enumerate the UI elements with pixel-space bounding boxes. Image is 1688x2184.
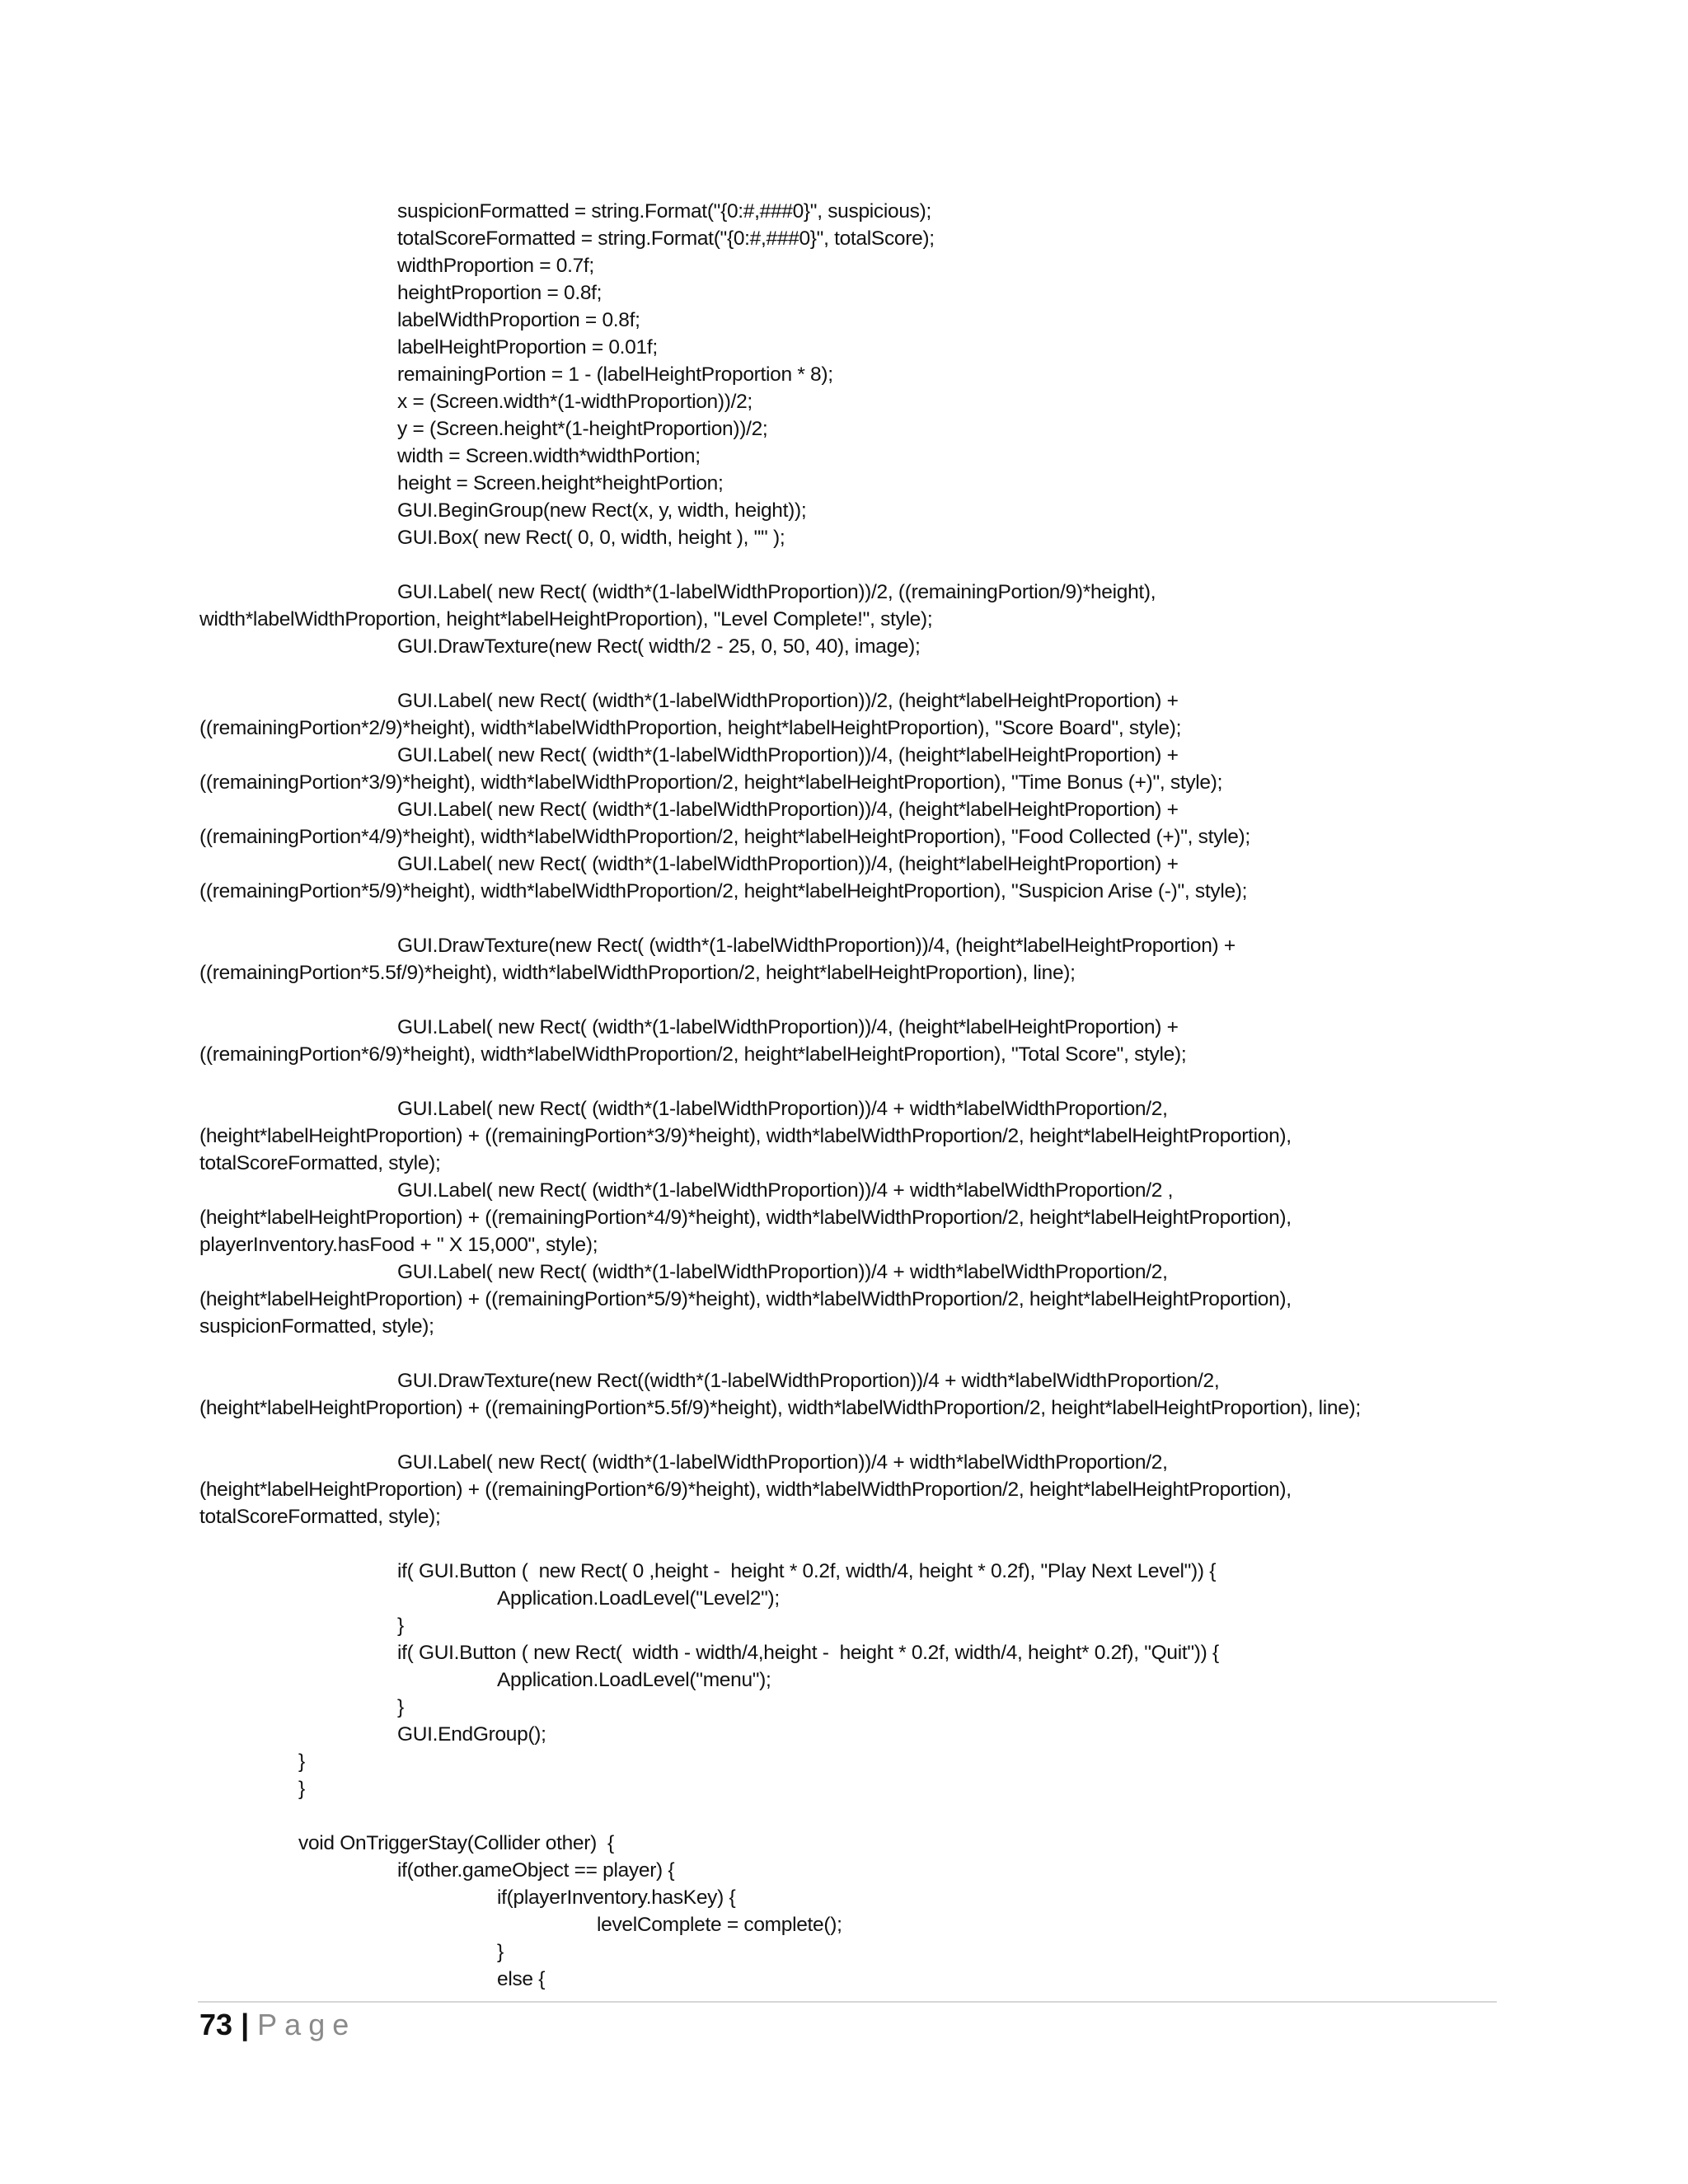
code-line: GUI.Label( new Rect( (width*(1-labelWidthProportion))/4, (height*labelHeightProportion) + — [397, 853, 1179, 875]
code-line: totalScoreFormatted = string.Format("{0:#,###0}", totalScore); — [397, 227, 935, 250]
code-line: GUI.Label( new Rect( (width*(1-labelWidthProportion))/4, (height*labelHeightProportion) + — [397, 799, 1179, 821]
blank-line — [199, 1422, 1485, 1449]
code-line: ((remainingPortion*5.5f/9)*height), width*labelWidthProportion/2, height*labelHeightProportion), line); — [199, 962, 1076, 984]
code-line: } — [397, 1615, 404, 1637]
code-line: GUI.EndGroup(); — [397, 1723, 546, 1746]
page-separator: | — [241, 2008, 250, 2041]
page-footer — [199, 2008, 356, 2042]
code-line: labelWidthProportion = 0.8f; — [397, 309, 640, 331]
code-line: GUI.Label( new Rect( (width*(1-labelWidthProportion))/4, (height*labelHeightProportion) + — [397, 744, 1179, 766]
code-line: x = (Screen.width*(1-widthProportion))/2; — [397, 391, 753, 413]
blank-line — [199, 660, 1485, 687]
code-line: ((remainingPortion*6/9)*height), width*labelWidthProportion/2, height*labelHeightProportion), "Total Score", style); — [199, 1043, 1187, 1066]
code-line: totalScoreFormatted, style); — [199, 1152, 441, 1174]
code-line: } — [298, 1750, 305, 1773]
code-line: else { — [497, 1968, 546, 1990]
code-line: void OnTriggerStay(Collider other) { — [298, 1832, 614, 1854]
code-line: } — [497, 1941, 504, 1963]
code-line: GUI.BeginGroup(new Rect(x, y, width, height)); — [397, 499, 807, 522]
blank-line — [199, 987, 1485, 1014]
code-line: if( GUI.Button ( new Rect( 0 ,height - height * 0.2f, width/4, height * 0.2f), "Play Next Level")) { — [397, 1560, 1217, 1582]
code-line: GUI.Label( new Rect( (width*(1-labelWidthProportion))/4 + width*labelWidthProportion/2, — [397, 1451, 1168, 1474]
blank-line — [199, 1530, 1485, 1558]
code-line: GUI.Box( new Rect( 0, 0, width, height ), "" ); — [397, 527, 785, 549]
code-line: ((remainingPortion*3/9)*height), width*labelWidthProportion/2, height*labelHeightProportion), "Time Bonus (+)", style); — [199, 771, 1223, 794]
page-number: 73 — [199, 2008, 233, 2041]
code-line: GUI.Label( new Rect( (width*(1-labelWidthProportion))/4 + width*labelWidthProportion/2 , — [397, 1179, 1174, 1202]
code-line: (height*labelHeightProportion) + ((remainingPortion*3/9)*height), width*labelWidthProportion/2, height*labelHeightProportion), — [199, 1125, 1292, 1147]
code-line: GUI.DrawTexture(new Rect( width/2 - 25, 0, 50, 40), image); — [397, 635, 921, 658]
code-line: } — [397, 1696, 404, 1718]
code-line: suspicionFormatted = string.Format("{0:#,###0}", suspicious); — [397, 200, 931, 223]
blank-line — [199, 1340, 1485, 1367]
code-line: } — [298, 1778, 305, 1800]
code-line: if(other.gameObject == player) { — [397, 1859, 675, 1882]
code-line: GUI.DrawTexture(new Rect( (width*(1-labelWidthProportion))/4, (height*labelHeightProportion) + — [397, 935, 1236, 957]
code-line: (height*labelHeightProportion) + ((remainingPortion*5/9)*height), width*labelWidthProportion/2, height*labelHeightProportion), — [199, 1288, 1292, 1310]
code-line: Application.LoadLevel("Level2"); — [497, 1587, 780, 1610]
code-line: Application.LoadLevel("menu"); — [497, 1669, 771, 1691]
code-line: (height*labelHeightProportion) + ((remainingPortion*6/9)*height), width*labelWidthProportion/2, height*labelHeightProportion), — [199, 1479, 1292, 1501]
code-line: ((remainingPortion*5/9)*height), width*labelWidthProportion/2, height*labelHeightProportion), "Suspicion Arise (-)", style); — [199, 880, 1248, 902]
code-line: remainingPortion = 1 - (labelHeightProportion * 8); — [397, 363, 833, 386]
blank-line — [199, 1802, 1485, 1830]
code-line: widthProportion = 0.7f; — [397, 255, 594, 277]
code-line: ((remainingPortion*4/9)*height), width*labelWidthProportion/2, height*labelHeightProportion), "Food Collected (+)", style); — [199, 826, 1250, 848]
code-line: y = (Screen.height*(1-heightProportion))/2; — [397, 418, 768, 440]
code-line: levelComplete = complete(); — [597, 1914, 842, 1936]
code-line: totalScoreFormatted, style); — [199, 1506, 441, 1528]
blank-line — [199, 551, 1485, 579]
code-line: GUI.Label( new Rect( (width*(1-labelWidthProportion))/4 + width*labelWidthProportion/2, — [397, 1098, 1168, 1120]
code-line: GUI.Label( new Rect( (width*(1-labelWidthProportion))/4 + width*labelWidthProportion/2, — [397, 1261, 1168, 1283]
code-line: height = Screen.height*heightPortion; — [397, 472, 724, 494]
blank-line — [199, 905, 1485, 932]
code-line: width = Screen.width*widthPortion; — [397, 445, 701, 467]
code-line: playerInventory.hasFood + " X 15,000", style); — [199, 1234, 598, 1256]
footer-rule — [198, 2001, 1497, 2003]
blank-line — [199, 1068, 1485, 1095]
code-line: width*labelWidthProportion, height*labelHeightProportion), "Level Complete!", style); — [199, 608, 933, 630]
code-line: heightProportion = 0.8f; — [397, 282, 603, 304]
page-label: Page — [257, 2008, 357, 2041]
code-line: ((remainingPortion*2/9)*height), width*labelWidthProportion, height*labelHeightProportion), "Score Board", style); — [199, 717, 1182, 739]
code-line: GUI.DrawTexture(new Rect((width*(1-labelWidthProportion))/4 + width*labelWidthProportion/2, — [397, 1370, 1220, 1392]
code-line: if( GUI.Button ( new Rect( width - width/4,height - height * 0.2f, width/4, height* 0.2f), "Quit")) { — [397, 1642, 1219, 1664]
code-line: if(playerInventory.hasKey) { — [497, 1886, 736, 1909]
code-line: labelHeightProportion = 0.01f; — [397, 336, 658, 359]
code-line: (height*labelHeightProportion) + ((remainingPortion*4/9)*height), width*labelWidthProportion/2, height*labelHeightProportion), — [199, 1207, 1292, 1229]
code-line: (height*labelHeightProportion) + ((remainingPortion*5.5f/9)*height), width*labelWidthProportion/2, height*labelHeightProportion), line); — [199, 1397, 1361, 1419]
code-line: suspicionFormatted, style); — [199, 1315, 434, 1338]
code-line: GUI.Label( new Rect( (width*(1-labelWidthProportion))/4, (height*labelHeightProportion) + — [397, 1016, 1179, 1038]
code-listing — [199, 198, 1485, 1993]
code-line: GUI.Label( new Rect( (width*(1-labelWidthProportion))/2, ((remainingPortion/9)*height), — [397, 581, 1156, 603]
code-line: GUI.Label( new Rect( (width*(1-labelWidthProportion))/2, (height*labelHeightProportion) + — [397, 690, 1179, 712]
